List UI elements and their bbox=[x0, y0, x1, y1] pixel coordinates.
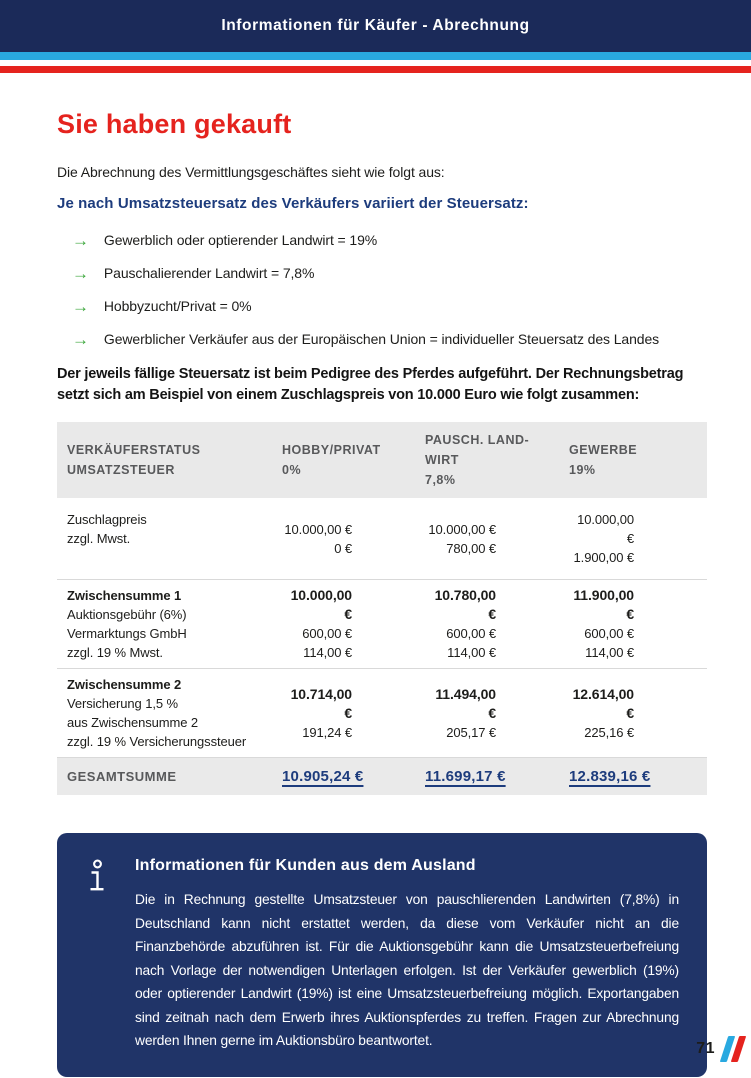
row-label: Zwischensumme 1 Auktionsgebühr (6%) Vermarktungs GmbH zzgl. 19 % Mwst. bbox=[67, 588, 187, 660]
arrow-right-icon: → bbox=[72, 330, 89, 349]
list-item-label: Pauschalierender Landwirt = 7,8% bbox=[103, 265, 315, 281]
row-value-pauschal: 11.494,00 € 205,17 € bbox=[435, 685, 496, 740]
row-label: Zwischensumme 2 Versicherung 1,5 % aus Zwischensumme 2 zzgl. 19 % Versicherungssteuer bbox=[67, 677, 247, 749]
table-header-row bbox=[57, 422, 707, 498]
tax-rate-list bbox=[57, 232, 710, 347]
cyan-stripe bbox=[0, 52, 751, 60]
list-item bbox=[72, 265, 710, 281]
list-item bbox=[72, 298, 710, 314]
page-footer bbox=[696, 1036, 742, 1062]
row-value-hobby: 10.714,00 € 191,24 € bbox=[290, 685, 352, 740]
arrow-right-icon: → bbox=[72, 231, 89, 250]
table-row-zuschlagpreis bbox=[57, 498, 707, 580]
list-item bbox=[72, 331, 710, 347]
arrow-right-icon: → bbox=[72, 264, 89, 283]
info-icon bbox=[85, 859, 107, 898]
row-value-gewerbe: 10.000,00 € 1.900,00 € bbox=[573, 512, 634, 565]
tax-rate-subheading: Je nach Umsatzsteuersatz des Verkäufers variiert der Steuersatz: bbox=[57, 195, 529, 212]
page-title: Sie haben gekauft bbox=[57, 109, 292, 139]
table-header-sellerstatus: VERKÄUFERSTATUS UMSATZSTEUER bbox=[67, 443, 201, 477]
header-title: Informationen für Käufer - Abrechnung bbox=[221, 17, 530, 34]
list-item bbox=[72, 232, 710, 248]
row-value-gewerbe: 11.900,00 € 600,00 € 114,00 € bbox=[573, 587, 634, 660]
table-row-zwischensumme-2 bbox=[57, 669, 707, 758]
list-item-label: Hobbyzucht/Privat = 0% bbox=[103, 298, 252, 314]
row-value-gewerbe: 12.614,00 € 225,16 € bbox=[572, 685, 634, 740]
row-value-hobby: 10.000,00 € 600,00 € 114,00 € bbox=[290, 587, 352, 660]
arrow-right-icon: → bbox=[72, 297, 89, 316]
row-value-hobby: 10.000,00 € 0 € bbox=[284, 521, 352, 556]
table-row-zwischensumme-1 bbox=[57, 580, 707, 669]
row-value-pauschal: 10.000,00 € 780,00 € bbox=[428, 521, 496, 556]
total-label: GESAMTSUMME bbox=[67, 769, 177, 784]
row-label: Zuschlagpreis zzgl. Mwst. bbox=[67, 512, 147, 546]
total-value-pauschal: 11.699,17 € bbox=[425, 768, 506, 785]
list-item-label: Gewerblicher Verkäufer aus der Europäischen Union = individueller Steuersatz des Landes bbox=[103, 331, 660, 347]
foreign-customers-info-box bbox=[57, 833, 707, 1077]
settlement-table bbox=[57, 422, 707, 795]
info-box-title: Informationen für Kunden aus dem Ausland bbox=[135, 857, 476, 874]
page-header bbox=[0, 0, 751, 52]
table-header-gewerbe: GEWERBE 19% bbox=[569, 443, 638, 477]
table-total-row bbox=[57, 758, 707, 795]
red-stripe bbox=[0, 66, 751, 73]
table-header-hobby: HOBBY/PRIVAT 0% bbox=[282, 443, 381, 477]
intro-paragraph: Die Abrechnung des Vermittlungsgeschäftes sieht wie folgt aus: bbox=[57, 164, 445, 180]
page-content bbox=[0, 109, 751, 1077]
row-value-pauschal: 10.780,00 € 600,00 € 114,00 € bbox=[434, 587, 496, 660]
total-value-gewerbe: 12.839,16 € bbox=[569, 768, 651, 785]
info-box-body: Die in Rechnung gestellte Umsatzsteuer von pauschlierenden Landwirten (7,8%) in Deutschland kann nicht erstattet werden, da diese vom Verkäufer nicht an die Finanzbehörde abzuführen ist. Für die Auktionsgebühr kann die Umsatzsteuerbefreiung nach Vorlage der notwendigen Unterlagen erfolgen. Ist der Verkäufer gewerblich (19%) oder optierender Landwirt (19%) ist eine Umsatzsteuerbefreiung möglich. Exportangaben sind zeitnah nach dem Erwerb ihres Auktionspferdes zu treffen. Fragen zur Abrechnung werden Ihnen gerne im Auktionsbüro beantwortet. bbox=[135, 892, 679, 1048]
invoice-note-paragraph: Der jeweils fällige Steuersatz ist beim Pedigree des Pferdes aufgeführt. Der Rechnungsbetrag setzt sich am Beispiel von einem Zuschlagspreis von 10.000 Euro wie folgt zusammen: bbox=[57, 366, 684, 403]
total-value-hobby: 10.905,24 € bbox=[282, 768, 364, 785]
page-number: 71 bbox=[696, 1040, 715, 1057]
list-item-label: Gewerblich oder optierender Landwirt = 19% bbox=[103, 232, 378, 248]
table-header-pauschal: PAUSCH. LAND- WIRT 7,8% bbox=[425, 433, 530, 487]
